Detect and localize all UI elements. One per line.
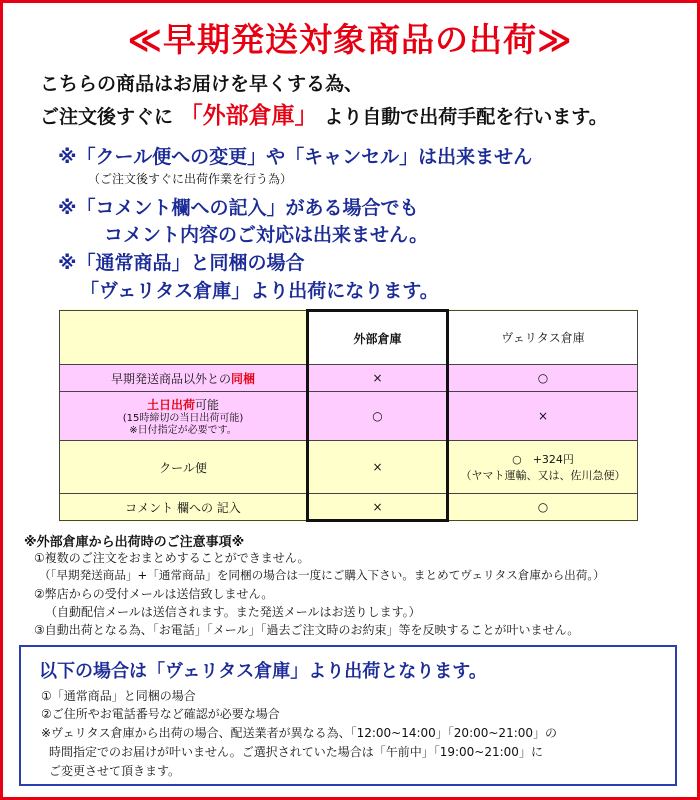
intro-line-2 <box>40 97 608 130</box>
comparison-table <box>59 309 638 522</box>
cell-comment-external: × <box>308 494 448 521</box>
veritas-info-line-5: ご変更させて頂きます。 <box>49 764 181 778</box>
cell-weekend-veritas: × <box>448 392 638 441</box>
cell-weekend-external: ○ <box>308 392 448 441</box>
header-external-warehouse: 外部倉庫 <box>308 311 448 365</box>
cell-bundle-external: × <box>308 365 448 392</box>
weekend-deadline-note: (15時締切の当日出荷可能) <box>122 412 244 424</box>
page-title: ≪早期発送対象商品の出荷≫ <box>127 20 573 59</box>
note-bundle-2: 「ヴェリタス倉庫」より出荷になります。 <box>80 280 439 302</box>
table-corner <box>60 311 308 365</box>
veritas-info-line-3: ※ヴェリタス倉庫から出荷の場合、配送業者が異なる為、「12:00~14:00」「20:00~21:00」の <box>41 726 558 740</box>
cell-bundle-veritas: ○ <box>448 365 638 392</box>
caution-line-1: ①複数のご注文をおまとめすることができません。 <box>34 551 310 565</box>
caution-line-5: ③自動出荷となる為、「お電話」「メール」「過去ご注文時のお約束」等を反映することが叶いません。 <box>34 623 580 637</box>
row-label-weekend: 土日出荷可能 (15時締切の当日出荷可能) ※日付指定が必要です。 <box>60 392 308 441</box>
row-label-bundle: 早期発送商品以外との同梱 <box>60 365 308 392</box>
caution-title: ※外部倉庫から出荷時のご注意事項※ <box>24 535 245 550</box>
note-bundle-1: ※「通常商品」と同梱の場合 <box>58 252 305 274</box>
header-veritas-warehouse: ヴェリタス倉庫 <box>448 311 638 365</box>
note-no-change: ※「クール便への変更」や「キャンセル」は出来ません <box>58 146 533 168</box>
veritas-info-title: 以下の場合は「ヴェリタス倉庫」より出荷となります。 <box>39 661 487 682</box>
table-row <box>60 365 638 392</box>
veritas-info-line-2: ②ご住所やお電話番号など確認が必要な場合 <box>41 707 280 721</box>
note-no-change-reason: （ご注文後すぐに出荷作業を行う為） <box>88 172 293 186</box>
note-comment-2: コメント内容のご対応は出来ません。 <box>104 224 429 246</box>
table-header-row <box>60 311 638 365</box>
cell-cool-veritas: ○ +324円 （ヤマト運輸、又は、佐川急便） <box>448 441 638 494</box>
caution-line-3: ②弊店からの受付メールは送信致しません。 <box>34 587 274 601</box>
intro-line-2-post: より自動で出荷手配を行います。 <box>324 106 608 128</box>
veritas-info-box <box>19 645 677 786</box>
cell-comment-veritas: ○ <box>448 494 638 521</box>
caution-line-2: （「早期発送商品」+「通常商品」を同梱の場合は一度にご購入下さい。まとめてヴェリタス倉庫から出荷。） <box>39 568 605 582</box>
weekend-date-note: ※日付指定が必要です。 <box>129 424 237 436</box>
row-label-comment: コメント 欄への 記入 <box>60 494 308 521</box>
intro-line-1: こちらの商品はお届けを早くする為、 <box>40 73 364 95</box>
table-row <box>60 392 638 441</box>
table-row <box>60 441 638 494</box>
table-row <box>60 494 638 521</box>
cell-cool-external: × <box>308 441 448 494</box>
caution-line-4: （自動配信メールは送信されます。また発送メールはお送りします。） <box>45 605 421 619</box>
veritas-info-line-4: 時間指定でのお届けが叶いません。ご選択されていた場合は「午前中」「19:00~21:00」に <box>49 745 543 759</box>
intro-line-2-pre: ご注文後すぐに <box>40 106 174 128</box>
external-warehouse-label: 「外部倉庫」 <box>179 103 318 129</box>
note-comment-1: ※「コメント欄への記入」がある場合でも <box>58 197 419 219</box>
veritas-info-line-1: ①「通常商品」と同梱の場合 <box>41 689 196 703</box>
row-label-cool: クール便 <box>60 441 308 494</box>
